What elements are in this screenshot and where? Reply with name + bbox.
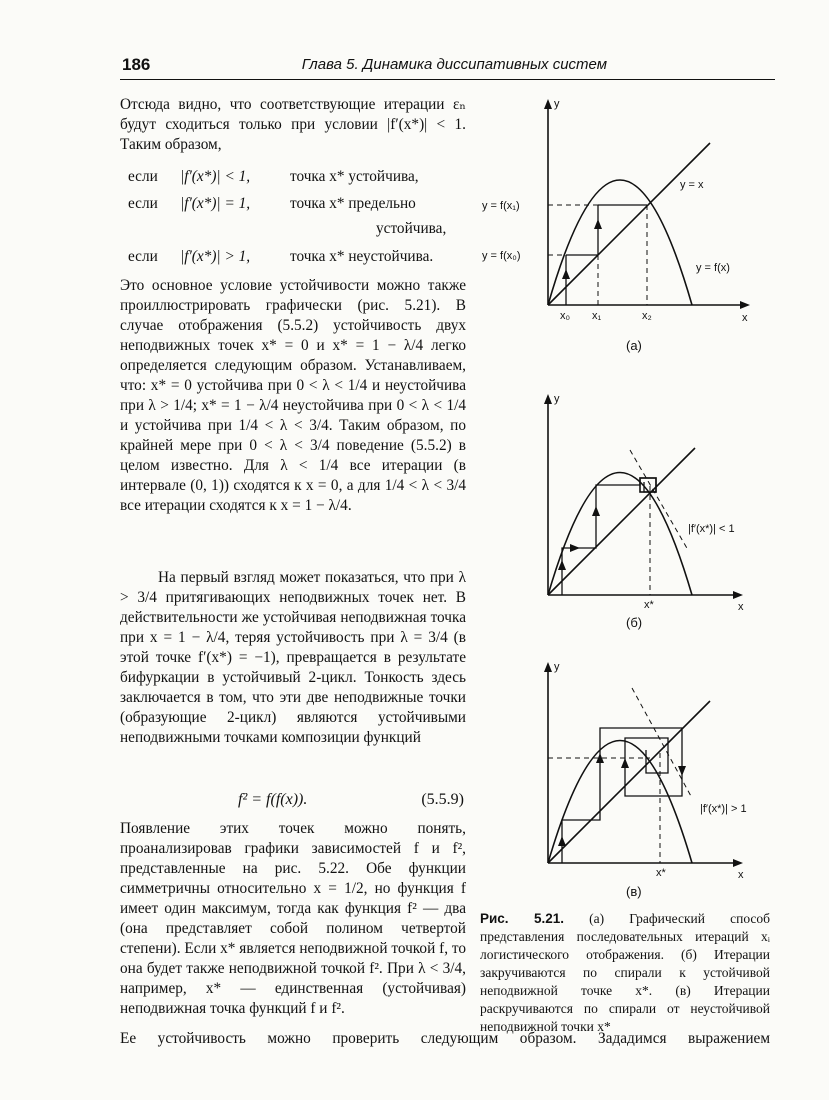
figure-caption bbox=[480, 910, 770, 1036]
curve-label: y = f(x) bbox=[696, 262, 730, 274]
figure-c-graph bbox=[470, 658, 770, 883]
figure-b-graph bbox=[470, 390, 770, 613]
paragraph-4: Появление этих точек можно понять, проанализировав графики зависимостей f и f², представленные на рис. 5.22. Обе функции симметричны относительно x = 1/2, но функция f имеет один максимум, тогда как функция f² — два (она представляет собой полином четвертой степени). Если x* является неподвижной точкой f, то она будет также неподвижной точкой f². При λ < 3/4, например, x* — единственная (устойчивая) неподвижная точка функций f и f². bbox=[120, 820, 466, 1017]
condition-if: если bbox=[128, 248, 158, 265]
condition-result: точка x* неустойчива. bbox=[290, 248, 434, 265]
x-axis-label: x bbox=[738, 869, 744, 881]
condition-result: устойчива, bbox=[376, 220, 447, 237]
paragraph-3: На первый взгляд может показаться, что при λ > 3/4 притягивающих неподвижных точек нет. В действительности же устойчивая неподвижная точка при x = 1 − λ/4, теряя устойчивость при λ = 3/4 (в этой точке f′(x*) = −1), превращается в результате бифуркации в устойчивый 2-цикл. Тонкость здесь заключается в том, что эти две неподвижные точки (образующие 2-цикл) являются устойчивыми неподвижными точками композиции функций bbox=[120, 569, 466, 746]
y-axis-label: y bbox=[554, 393, 560, 405]
x-mark-x1: x₁ bbox=[592, 310, 602, 322]
x-star-mark: x* bbox=[656, 867, 666, 879]
equation-5-5-9 bbox=[120, 791, 466, 813]
figure-a-graph bbox=[470, 95, 770, 325]
derivative-annotation: |f′(x*)| > 1 bbox=[700, 803, 747, 815]
line-label: y = x bbox=[680, 179, 704, 191]
caption-text: (а) Графический способ представления последовательных итераций xᵢ логистического отображения. (б) Итерации закручиваются по спирали к устойчивой неподвижной точке x*. (в) Итерации раскручиваются по спирали от неустойчивой неподвижной точки x* bbox=[480, 911, 771, 1034]
condition-result: точка x* предельно bbox=[290, 195, 416, 212]
figure-b-label: (б) bbox=[626, 615, 643, 630]
x-axis-label: x bbox=[738, 601, 744, 613]
diagonal-line bbox=[548, 143, 710, 305]
x-star-mark: x* bbox=[644, 599, 654, 611]
y-axis-label: y bbox=[554, 98, 560, 110]
condition-if: если bbox=[128, 168, 158, 185]
paragraph-1: Отсюда видно, что соответствующие итерации εₙ будут сходиться только при условии |f′(x*)| < 1. Таким образом, bbox=[120, 96, 466, 153]
bottom-line: Ее устойчивость можно проверить следующим образом. Зададимся выражением bbox=[120, 1030, 770, 1047]
condition-if: если bbox=[128, 195, 158, 212]
page-header bbox=[120, 55, 775, 80]
figure-a-label: (а) bbox=[626, 338, 642, 353]
y-axis-label: y bbox=[554, 661, 560, 673]
condition-expr: |f′(x*)| = 1, bbox=[180, 195, 251, 212]
caption-label: Рис. 5.21. bbox=[480, 911, 565, 926]
x-axis-label: x bbox=[742, 312, 748, 324]
equation-formula: f² = f(f(x)). bbox=[238, 791, 308, 808]
x-mark-x2: x₂ bbox=[642, 310, 652, 322]
x-mark-x0: x₀ bbox=[560, 310, 571, 322]
condition-expr: |f′(x*)| > 1, bbox=[180, 248, 251, 265]
y-mark-fx0: y = f(x₀) bbox=[482, 250, 521, 262]
paragraph-2: Это основное условие устойчивости можно также проиллюстрировать графически (рис. 5.21). В случае отображения (5.5.2) устойчивость двух неподвижных точек x* = 0 и x* = 1 − λ/4 легко определяется следующим образом. Устанавливаем, что: x* = 0 устойчива при 0 < λ < 1/4 и неустойчива при λ > 1/4; x* = 1 − λ/4 неустойчива при 0 < λ < 1/4 и устойчива при 1/4 < λ < 3/4. Таким образом, по крайней мере при 0 < λ < 3/4 поведение (5.5.2) в целом известно. Для λ < 1/4 все итерации (в интервале (0, 1)) сходятся к x = 0, а для 1/4 < λ < 3/4 все итерации сходятся к x = 1 − λ/4. bbox=[120, 277, 466, 514]
condition-result: точка x* устойчива, bbox=[290, 168, 419, 185]
page-number: 186 bbox=[122, 55, 151, 74]
y-mark-fx1: y = f(x₁) bbox=[482, 200, 520, 212]
figure-c-label: (в) bbox=[626, 884, 642, 899]
equation-number: (5.5.9) bbox=[421, 791, 464, 808]
chapter-title: Глава 5. Динамика диссипативных систем bbox=[301, 56, 607, 73]
parabola-curve bbox=[548, 180, 692, 305]
condition-expr: |f′(x*)| < 1, bbox=[180, 168, 251, 185]
derivative-annotation: |f′(x*)| < 1 bbox=[688, 523, 735, 535]
